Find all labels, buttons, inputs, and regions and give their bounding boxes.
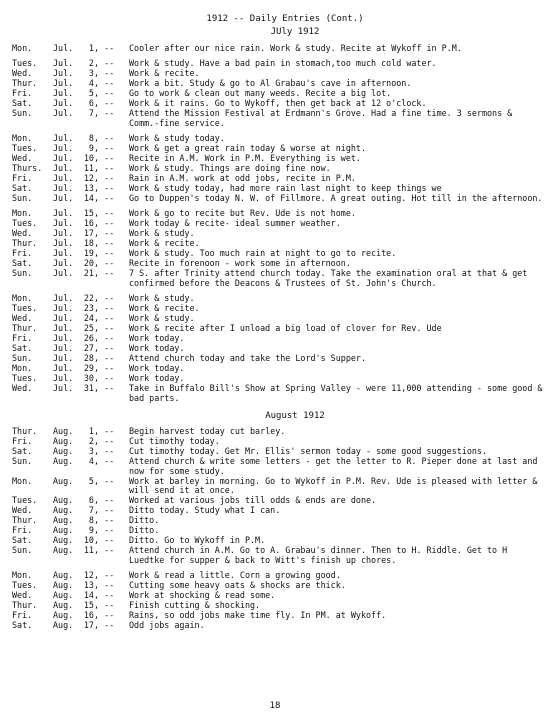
diary-entry: [0, 314, 550, 323]
entry-separator: --: [99, 183, 120, 194]
entry-month: Jul.: [53, 353, 74, 364]
entry-text: Cut timothy today.: [129, 437, 220, 447]
entry-separator: --: [99, 208, 120, 219]
month-heading: JUly 1912: [270, 27, 320, 38]
entry-day: Tues.: [12, 58, 38, 69]
entry-day: Wed.: [12, 590, 33, 601]
entry-month: Jul.: [53, 258, 74, 269]
entry-text: Worked at various jobs till odds & ends are done.: [129, 496, 377, 506]
diary-entry: [0, 621, 550, 630]
entry-date: 16,: [83, 610, 99, 621]
entry-text: Work & recite after I unload a big load of clover for Rev. Ude: [129, 324, 442, 334]
diary-entry: [0, 477, 550, 496]
entry-date: 21,: [83, 268, 99, 279]
entry-separator: --: [99, 525, 120, 536]
entry-separator: --: [99, 545, 120, 556]
entry-month: Jul.: [53, 193, 74, 204]
entry-separator: --: [99, 303, 120, 314]
entry-date: 12,: [83, 570, 99, 581]
entry-separator: --: [99, 218, 120, 229]
entry-date: 17,: [83, 228, 99, 239]
entry-separator: --: [99, 258, 120, 269]
diary-entry: [0, 324, 550, 333]
diary-sections: [0, 28, 550, 630]
entry-day: Tues.: [12, 143, 38, 154]
diary-entry: [0, 294, 550, 303]
entry-date: 13,: [83, 183, 99, 194]
entry-month: Jul.: [53, 108, 74, 119]
diary-entry: [0, 99, 550, 108]
entry-month: Aug.: [53, 515, 74, 526]
entry-date: 15,: [83, 208, 99, 219]
entry-date: 1,: [88, 426, 99, 437]
entry-text: Rain in A.M. work at odd jobs, recite in P.M.: [129, 174, 356, 184]
diary-entry: [0, 164, 550, 173]
entry-date: 14,: [83, 590, 99, 601]
entry-day: Sun.: [12, 108, 33, 119]
diary-entry: [0, 427, 550, 436]
entry-separator: --: [99, 446, 120, 457]
entry-date: 4,: [88, 456, 99, 467]
entry-separator: --: [99, 436, 120, 447]
entry-day: Thur.: [12, 323, 38, 334]
entry-day: Mon.: [12, 363, 33, 374]
diary-entry: [0, 184, 550, 193]
entry-text: 7 S. after Trinity attend church today. Take the examination oral at that & get confirmed before the Deacons & Trustees of St. John's Church.: [129, 269, 528, 288]
entry-separator: --: [99, 238, 120, 249]
entry-separator: --: [99, 268, 120, 279]
entry-date: 20,: [83, 258, 99, 269]
entry-date: 7,: [88, 505, 99, 516]
entry-text: Begin harvest today cut barley.: [129, 427, 286, 437]
page-title: 1912 -- Daily Entries (Cont.): [206, 14, 364, 24]
entry-day: Fri.: [12, 173, 33, 184]
entry-date: 16,: [83, 218, 99, 229]
entry-text: Cooler after our nice rain. Work & study. Recite at Wykoff in P.M.: [129, 43, 462, 53]
entry-separator: --: [99, 590, 120, 601]
entry-month: Aug.: [53, 620, 74, 631]
entry-day: Mon.: [12, 42, 33, 53]
entry-date: 12,: [83, 173, 99, 184]
entry-text: Work & it rains. Go to Wykoff, then get back at 12 o'clock.: [129, 99, 427, 109]
entry-date: 27,: [83, 343, 99, 354]
entry-day: Sun.: [12, 456, 33, 467]
entry-day: Mon.: [12, 133, 33, 144]
entry-day: Fri.: [12, 436, 33, 447]
entry-day: Sat.: [12, 446, 33, 457]
diary-entry: [0, 354, 550, 363]
entry-text: Work & study. Too much rain at night to go to recite.: [129, 249, 397, 259]
entry-separator: --: [99, 570, 120, 581]
entry-separator: --: [99, 580, 120, 591]
entry-text: Work & get a great rain today & worse at night.: [129, 144, 366, 154]
entry-day: Sat.: [12, 343, 33, 354]
entry-day: Mon.: [12, 293, 33, 304]
entry-day: Sat.: [12, 183, 33, 194]
entry-text: Work & go to recite but Rev. Ude is not home.: [129, 209, 356, 219]
entry-month: Aug.: [53, 535, 74, 546]
entry-month: Aug.: [53, 495, 74, 506]
diary-entry: [0, 437, 550, 446]
entry-text: Work & recite.: [129, 304, 200, 314]
entry-date: 30,: [83, 373, 99, 384]
entry-day: Tues.: [12, 303, 38, 314]
entry-date: 11,: [83, 545, 99, 556]
diary-entry: [0, 194, 550, 203]
entry-text: Work at barley in morning. Go to Wykoff in P.M. Rev. Ude is pleased with letter & will send it at once.: [129, 476, 538, 496]
entry-month: Jul.: [53, 303, 74, 314]
entry-text: Ditto.: [129, 526, 160, 536]
diary-entry: [0, 219, 550, 228]
entry-month: Jul.: [53, 373, 74, 384]
entry-text: Work & study. Have a bad pain in stomach,too much cold water.: [129, 59, 437, 69]
entry-date: 25,: [83, 323, 99, 334]
entry-text: Work at shocking & read some.: [129, 591, 276, 601]
entry-date: 13,: [83, 580, 99, 591]
entry-day: Fri.: [12, 248, 33, 259]
entry-separator: --: [99, 153, 120, 164]
entry-day: Fri.: [12, 610, 33, 621]
entry-day: Fri.: [12, 333, 33, 344]
entry-date: 11,: [83, 163, 99, 174]
entry-month: Aug.: [53, 600, 74, 611]
entry-text: Take in Buffalo Bill's Show at Spring Valley - were 11,000 attending - some good & bad parts.: [129, 384, 543, 403]
entry-separator: --: [99, 456, 120, 467]
entry-month: Jul.: [53, 333, 74, 344]
entry-month: Aug.: [53, 436, 74, 447]
diary-entry: [0, 374, 550, 383]
entry-day: Sat.: [12, 535, 33, 546]
entry-separator: --: [99, 108, 120, 119]
entry-date: 10,: [83, 153, 99, 164]
entry-month: Jul.: [53, 68, 74, 79]
entry-separator: --: [99, 143, 120, 154]
entry-separator: --: [99, 353, 120, 364]
entry-date: 29,: [83, 363, 99, 374]
entry-separator: --: [99, 600, 120, 611]
entry-separator: --: [99, 78, 120, 89]
entry-separator: --: [99, 475, 120, 486]
month-section: [0, 28, 550, 403]
entry-month: Aug.: [53, 580, 74, 591]
diary-entry: [0, 581, 550, 590]
entry-text: Finish cutting & shocking.: [129, 601, 261, 611]
entry-separator: --: [99, 426, 120, 437]
entry-month: Jul.: [53, 228, 74, 239]
entry-month: Jul.: [53, 208, 74, 219]
entry-month: Aug.: [53, 570, 74, 581]
page-number: 18: [269, 701, 281, 711]
entry-separator: --: [99, 133, 120, 144]
entry-date: 6,: [88, 495, 99, 506]
entry-separator: --: [99, 228, 120, 239]
diary-entry: [0, 239, 550, 248]
diary-entry: [0, 496, 550, 505]
entry-date: 9,: [88, 143, 99, 154]
diary-entry: [0, 506, 550, 515]
entry-date: 18,: [83, 238, 99, 249]
entry-day: Sun.: [12, 545, 33, 556]
entry-date: 2,: [88, 58, 99, 69]
entry-month: Jul.: [53, 313, 74, 324]
entry-text: Go to Duppen's today N. W. of Fillmore. A great outing. Hot till in the afternoon.: [129, 194, 543, 204]
entry-month: Jul.: [53, 183, 74, 194]
entry-date: 28,: [83, 353, 99, 364]
entry-text: Ditto today. Study what I can.: [129, 506, 281, 516]
entry-text: Recite in A.M. Work in P.M. Everything is wet.: [129, 154, 361, 164]
entry-separator: --: [99, 68, 120, 79]
diary-entry: [0, 571, 550, 580]
entry-month: Jul.: [53, 143, 74, 154]
entry-date: 17,: [83, 620, 99, 631]
entry-separator: --: [99, 193, 120, 204]
entry-date: 22,: [83, 293, 99, 304]
entry-text: Attend the Mission Festival at Erdmann's Grove. Had a fine time. 3 sermons & Comm.-fine service.: [129, 109, 513, 128]
entry-month: Aug.: [53, 426, 74, 437]
entry-month: Jul.: [53, 343, 74, 354]
entry-text: Attend church & write some letters - get the letter to R. Pieper done at last and now for some study.: [129, 457, 538, 476]
entry-month: Aug.: [53, 545, 74, 556]
entry-separator: --: [99, 343, 120, 354]
entry-month: Aug.: [53, 446, 74, 457]
diary-entry: [0, 89, 550, 98]
entry-separator: --: [99, 363, 120, 374]
entry-month: Jul.: [53, 218, 74, 229]
entry-month: Jul.: [53, 248, 74, 259]
entry-text: Work & study. Things are doing fine now.: [129, 164, 331, 174]
entry-text: Odd jobs again.: [129, 621, 205, 631]
entry-text: Work & study today.: [129, 134, 225, 144]
entry-text: Go to work & clean out many weeds. Recite a big lot.: [129, 89, 392, 99]
entry-date: 4,: [88, 78, 99, 89]
entry-text: Work today.: [129, 344, 185, 354]
diary-entry: [0, 154, 550, 163]
entry-date: 15,: [83, 600, 99, 611]
entry-text: Attend church today and take the Lord's Supper.: [129, 354, 366, 364]
entry-day: Sat.: [12, 258, 33, 269]
entry-separator: --: [99, 495, 120, 506]
entry-month: Jul.: [53, 238, 74, 249]
entry-separator: --: [99, 383, 120, 394]
entry-day: Thur.: [12, 515, 38, 526]
entry-text: Work & study today, had more rain last night to keep things we: [129, 184, 442, 194]
entry-month: Aug.: [53, 590, 74, 601]
entry-day: Mon.: [12, 570, 33, 581]
diary-entry: [0, 249, 550, 258]
entry-separator: --: [99, 313, 120, 324]
entry-day: Thurs.: [12, 163, 43, 174]
entry-day: Thur.: [12, 78, 38, 89]
diary-entry: [0, 334, 550, 343]
entry-month: Jul.: [53, 88, 74, 99]
entry-separator: --: [99, 58, 120, 69]
entry-date: 8,: [88, 133, 99, 144]
entry-text: Recite in forenoon - work some in afternoon.: [129, 259, 351, 269]
entry-separator: --: [99, 505, 120, 516]
diary-entry: [0, 611, 550, 620]
entry-day: Sun.: [12, 268, 33, 279]
entry-month: Aug.: [53, 475, 74, 486]
entry-month: Aug.: [53, 525, 74, 536]
entry-month: Jul.: [53, 153, 74, 164]
diary-entry: [0, 601, 550, 610]
entry-separator: --: [99, 535, 120, 546]
entry-text: Work & study.: [129, 294, 195, 304]
entry-day: Wed.: [12, 383, 33, 394]
entry-day: Tues.: [12, 218, 38, 229]
entry-text: Ditto. Go to Wykoff in P.M.: [129, 536, 266, 546]
entry-day: Thur.: [12, 426, 38, 437]
entry-month: Jul.: [53, 173, 74, 184]
diary-entry: [0, 229, 550, 238]
entry-separator: --: [99, 333, 120, 344]
entry-separator: --: [99, 323, 120, 334]
diary-entry: [0, 457, 550, 476]
entry-month: Jul.: [53, 163, 74, 174]
diary-entry: [0, 134, 550, 143]
entry-text: Work & recite.: [129, 239, 200, 249]
entry-day: Sat.: [12, 98, 33, 109]
entry-day: Tues.: [12, 373, 38, 384]
diary-entry: [0, 526, 550, 535]
entry-text: Work & recite.: [129, 69, 200, 79]
entry-text: Work today.: [129, 374, 185, 384]
diary-entry: [0, 144, 550, 153]
entry-date: 23,: [83, 303, 99, 314]
entry-month: Aug.: [53, 505, 74, 516]
entry-month: Jul.: [53, 78, 74, 89]
entry-date: 8,: [88, 515, 99, 526]
diary-entry: [0, 304, 550, 313]
entry-separator: --: [99, 248, 120, 259]
entry-separator: --: [99, 98, 120, 109]
diary-entry: [0, 174, 550, 183]
entry-date: 3,: [88, 68, 99, 79]
entry-date: 14,: [83, 193, 99, 204]
entry-day: Wed.: [12, 68, 33, 79]
entry-day: Sun.: [12, 193, 33, 204]
entry-month: Aug.: [53, 610, 74, 621]
entry-separator: --: [99, 373, 120, 384]
diary-entry: [0, 447, 550, 456]
entry-date: 9,: [88, 525, 99, 536]
entry-separator: --: [99, 515, 120, 526]
entry-day: Tues.: [12, 495, 38, 506]
diary-entry: [0, 79, 550, 88]
entry-separator: --: [99, 610, 120, 621]
diary-entry: [0, 59, 550, 68]
diary-entry: [0, 384, 550, 403]
entry-month: Jul.: [53, 268, 74, 279]
entry-date: 5,: [88, 475, 99, 486]
diary-entry: [0, 516, 550, 525]
entry-date: 1,: [88, 42, 99, 53]
entry-text: Cut timothy today. Get Mr. Ellis' sermon today - some good suggestions.: [129, 447, 487, 457]
entry-month: Jul.: [53, 363, 74, 374]
entry-day: Thur.: [12, 600, 38, 611]
entry-separator: --: [99, 88, 120, 99]
month-heading: August 1912: [265, 411, 325, 422]
diary-entry: [0, 269, 550, 288]
month-section: [0, 412, 550, 630]
entry-date: 3,: [88, 446, 99, 457]
entry-day: Fri.: [12, 525, 33, 536]
diary-entry: [0, 69, 550, 78]
entry-text: Work a bit. Study & go to Al Grabau's cave in afternoon.: [129, 79, 412, 89]
entry-month: Jul.: [53, 133, 74, 144]
entry-date: 7,: [88, 108, 99, 119]
entry-text: Work & study.: [129, 229, 195, 239]
entry-day: Wed.: [12, 228, 33, 239]
entry-day: Fri.: [12, 88, 33, 99]
entry-separator: --: [99, 293, 120, 304]
entry-day: Wed.: [12, 313, 33, 324]
diary-entry: [0, 209, 550, 218]
entry-separator: --: [99, 620, 120, 631]
entry-separator: --: [99, 163, 120, 174]
entry-separator: --: [99, 42, 120, 53]
entry-day: Mon.: [12, 475, 33, 486]
entry-separator: --: [99, 173, 120, 184]
diary-entry: [0, 364, 550, 373]
entry-date: 19,: [83, 248, 99, 259]
entry-day: Mon.: [12, 208, 33, 219]
entry-text: Attend church in A.M. Go to A. Grabau's dinner. Then to H. Riddle. Get to H Luedtke for supper & back to Witt's finish up chores.: [129, 546, 508, 565]
entry-day: Thur.: [12, 238, 38, 249]
diary-entry: [0, 546, 550, 565]
diary-entry: [0, 344, 550, 353]
diary-entry: [0, 44, 550, 53]
entry-date: 31,: [83, 383, 99, 394]
entry-date: 24,: [83, 313, 99, 324]
entry-month: Jul.: [53, 323, 74, 334]
entry-text: Work today & recite- ideal summer weather.: [129, 219, 341, 229]
entry-day: Wed.: [12, 153, 33, 164]
entry-month: Jul.: [53, 42, 74, 53]
entry-text: Work today.: [129, 364, 185, 374]
diary-entry: [0, 591, 550, 600]
entry-text: Ditto.: [129, 516, 160, 526]
entry-date: 6,: [88, 98, 99, 109]
diary-entry: [0, 109, 550, 128]
entry-month: Jul.: [53, 98, 74, 109]
entry-text: Cutting some heavy oats & shocks are thick.: [129, 581, 346, 591]
entry-date: 2,: [88, 436, 99, 447]
entry-month: Jul.: [53, 58, 74, 69]
entry-month: Jul.: [53, 383, 74, 394]
diary-entry: [0, 259, 550, 268]
entry-day: Tues.: [12, 580, 38, 591]
entry-month: Jul.: [53, 293, 74, 304]
diary-entry: [0, 536, 550, 545]
entry-day: Wed.: [12, 505, 33, 516]
entry-text: Work today.: [129, 334, 185, 344]
entry-month: Aug.: [53, 456, 74, 467]
entry-day: Sat.: [12, 620, 33, 631]
entry-day: Sun.: [12, 353, 33, 364]
entry-date: 10,: [83, 535, 99, 546]
entry-date: 26,: [83, 333, 99, 344]
entry-date: 5,: [88, 88, 99, 99]
entry-text: Work & read a little. Corn a growing good.: [129, 571, 341, 581]
entry-text: Rains, so odd jobs make time fly. In PM. at Wykoff.: [129, 611, 387, 621]
entry-text: Work & study.: [129, 314, 195, 324]
